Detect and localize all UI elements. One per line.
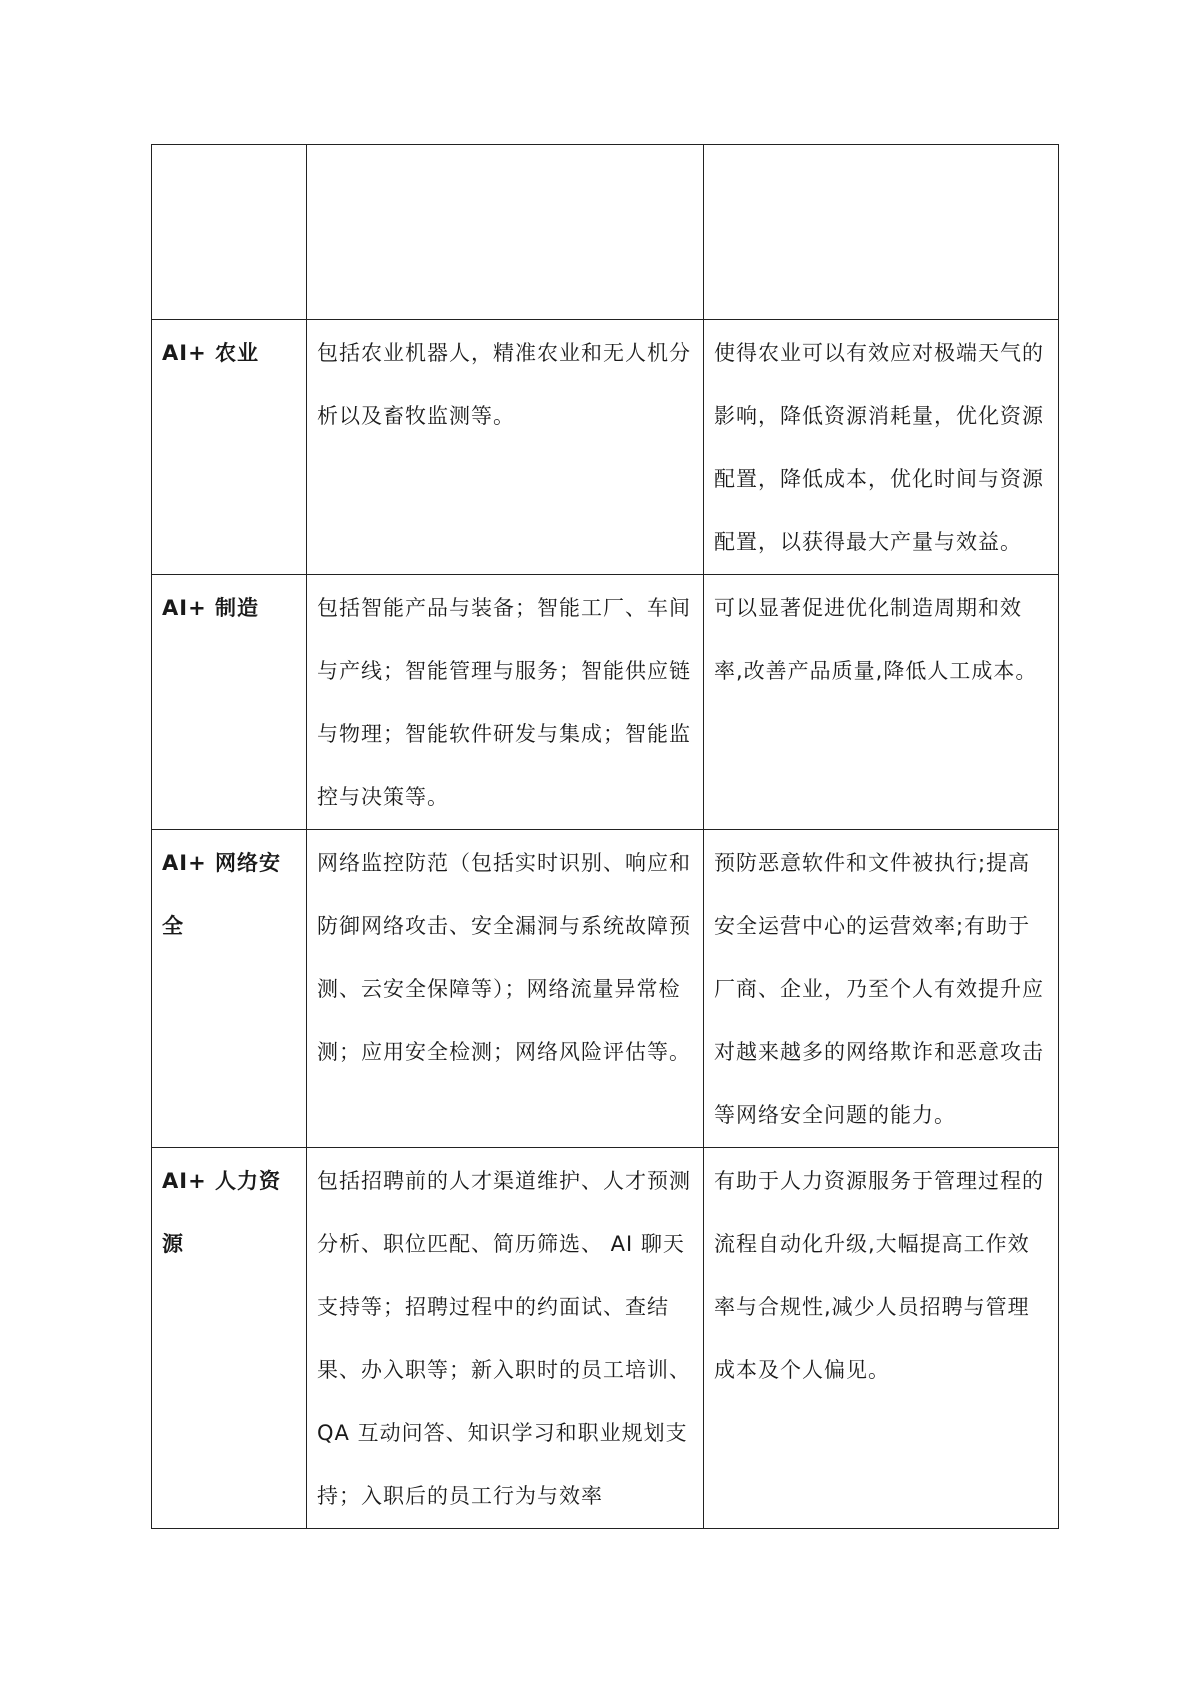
table-cell-benefit: 预防恶意软件和文件被执行;提高安全运营中心的运营效率;有助于厂商、企业，乃至个人有效提升应对越来越多的网络欺诈和恶意攻击等网络安全问题的能力。 [704, 830, 1059, 1148]
table-cell-benefit [704, 145, 1059, 320]
table-cell-category: AI+ 网络安全 [152, 830, 307, 1148]
table-row [152, 1148, 1059, 1529]
table-cell-category: AI+ 农业 [152, 320, 307, 575]
table-cell-description: 包括农业机器人，精准农业和无人机分析以及畜牧监测等。 [307, 320, 704, 575]
table-cell-category: AI+ 人力资源 [152, 1148, 307, 1529]
table-cell-description [307, 145, 704, 320]
table-cell-category: AI+ 制造 [152, 575, 307, 830]
table-row-blank [152, 145, 1059, 320]
table-cell-description: 包括招聘前的人才渠道维护、人才预测分析、职位匹配、简历筛选、 AI 聊天支持等；招聘过程中的约面试、查结果、办入职等；新入职时的员工培训、 QA 互动问答、知识学习和职业规划支持；入职后的员工行为与效率 [307, 1148, 704, 1529]
table-cell-benefit: 有助于人力资源服务于管理过程的流程自动化升级,大幅提高工作效率与合规性,减少人员招聘与管理成本及个人偏见。 [704, 1148, 1059, 1529]
table-cell-category [152, 145, 307, 320]
table-row [152, 830, 1059, 1148]
table-cell-benefit: 可以显著促进优化制造周期和效率,改善产品质量,降低人工成本。 [704, 575, 1059, 830]
table-cell-benefit: 使得农业可以有效应对极端天气的影响，降低资源消耗量，优化资源配置，降低成本，优化时间与资源配置，以获得最大产量与效益。 [704, 320, 1059, 575]
ai-applications-table [151, 144, 1059, 1529]
table-cell-description: 网络监控防范（包括实时识别、响应和防御网络攻击、安全漏洞与系统故障预测、云安全保障等）；网络流量异常检测；应用安全检测；网络风险评估等。 [307, 830, 704, 1148]
table-row [152, 575, 1059, 830]
table-cell-description: 包括智能产品与装备；智能工厂、车间与产线；智能管理与服务；智能供应链与物理；智能软件研发与集成；智能监控与决策等。 [307, 575, 704, 830]
table-row [152, 320, 1059, 575]
